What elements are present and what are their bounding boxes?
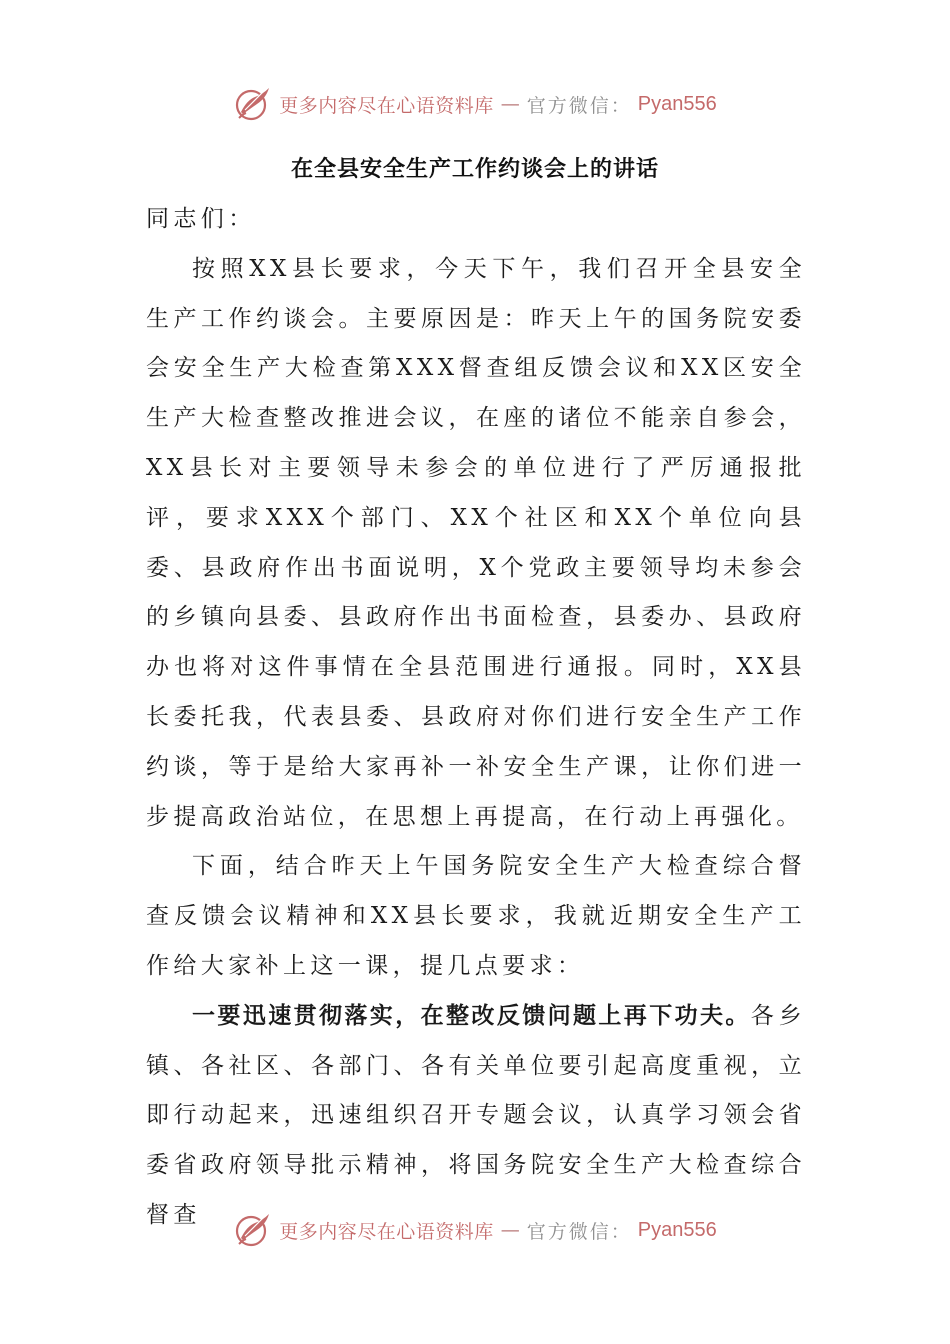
paragraph-1: 按照XX县长要求，今天下午，我们召开全县安全生产工作约谈会。主要原因是：昨天上午的国务院安委会安全生产大检查第XXX督查组反馈会议和XX区安全生产大检查整改推进会议，在座的诸位不能亲自参会，XX县长对主要领导未参会的单位进行了严厉通报批评，要求XXX个部门、XX个社区和XX个单位向县委、县政府作出书面说明，X个党政主要领导均未参会的乡镇向县委、县政府作出书面检查，县委办、县政府办也将对这件事情在全县范围进行通报。同时，XX县长委托我，代表县委、县政府对你们进行安全生产工作约谈，等于是给大家再补一补安全生产课，让你们进一步提高政治站位，在思想上再提高，在行动上再强化。 — [146, 255, 806, 830]
document-body — [146, 195, 806, 1241]
watermark-wechat-label: 官方微信： — [526, 94, 632, 117]
watermark-wechat-label: 官方微信： — [526, 1220, 632, 1243]
watermark-text: 更多内容尽在心语资料库 — [279, 94, 494, 117]
watermark-wechat-id: Pyan556 — [637, 1218, 717, 1241]
document-title: 在全县安全生产工作约谈会上的讲话 — [290, 157, 659, 182]
watermark-text: 更多内容尽在心语资料库 — [279, 1220, 494, 1243]
paragraph-3 — [146, 992, 806, 1241]
salutation: 同志们： — [146, 206, 256, 232]
point-1-heading: 一要迅速贯彻落实，在整改反馈问题上再下功夫。 — [192, 1002, 751, 1029]
watermark-separator: — — [500, 93, 520, 115]
paragraph-2: 下面，结合昨天上午国务院安全生产大检查综合督查反馈会议精神和XX县长要求，我就近期安全生产工作给大家补上这一课，提几点要求： — [146, 853, 806, 979]
watermark-banner-top — [0, 82, 950, 126]
point-1-body: 各乡镇、各社区、各部门、各有关单位要引起高度重视，立即行动起来，迅速组织召开专题会议，认真学习领会省委省政府领导批示精神，将国务院安全生产大检查综合督查 — [146, 1002, 806, 1228]
watermark-separator: — — [500, 1219, 520, 1241]
pen-emblem-icon — [233, 84, 273, 124]
watermark-banner-bottom — [0, 1208, 950, 1252]
pen-emblem-icon — [233, 1210, 273, 1250]
watermark-wechat-id: Pyan556 — [637, 92, 717, 115]
